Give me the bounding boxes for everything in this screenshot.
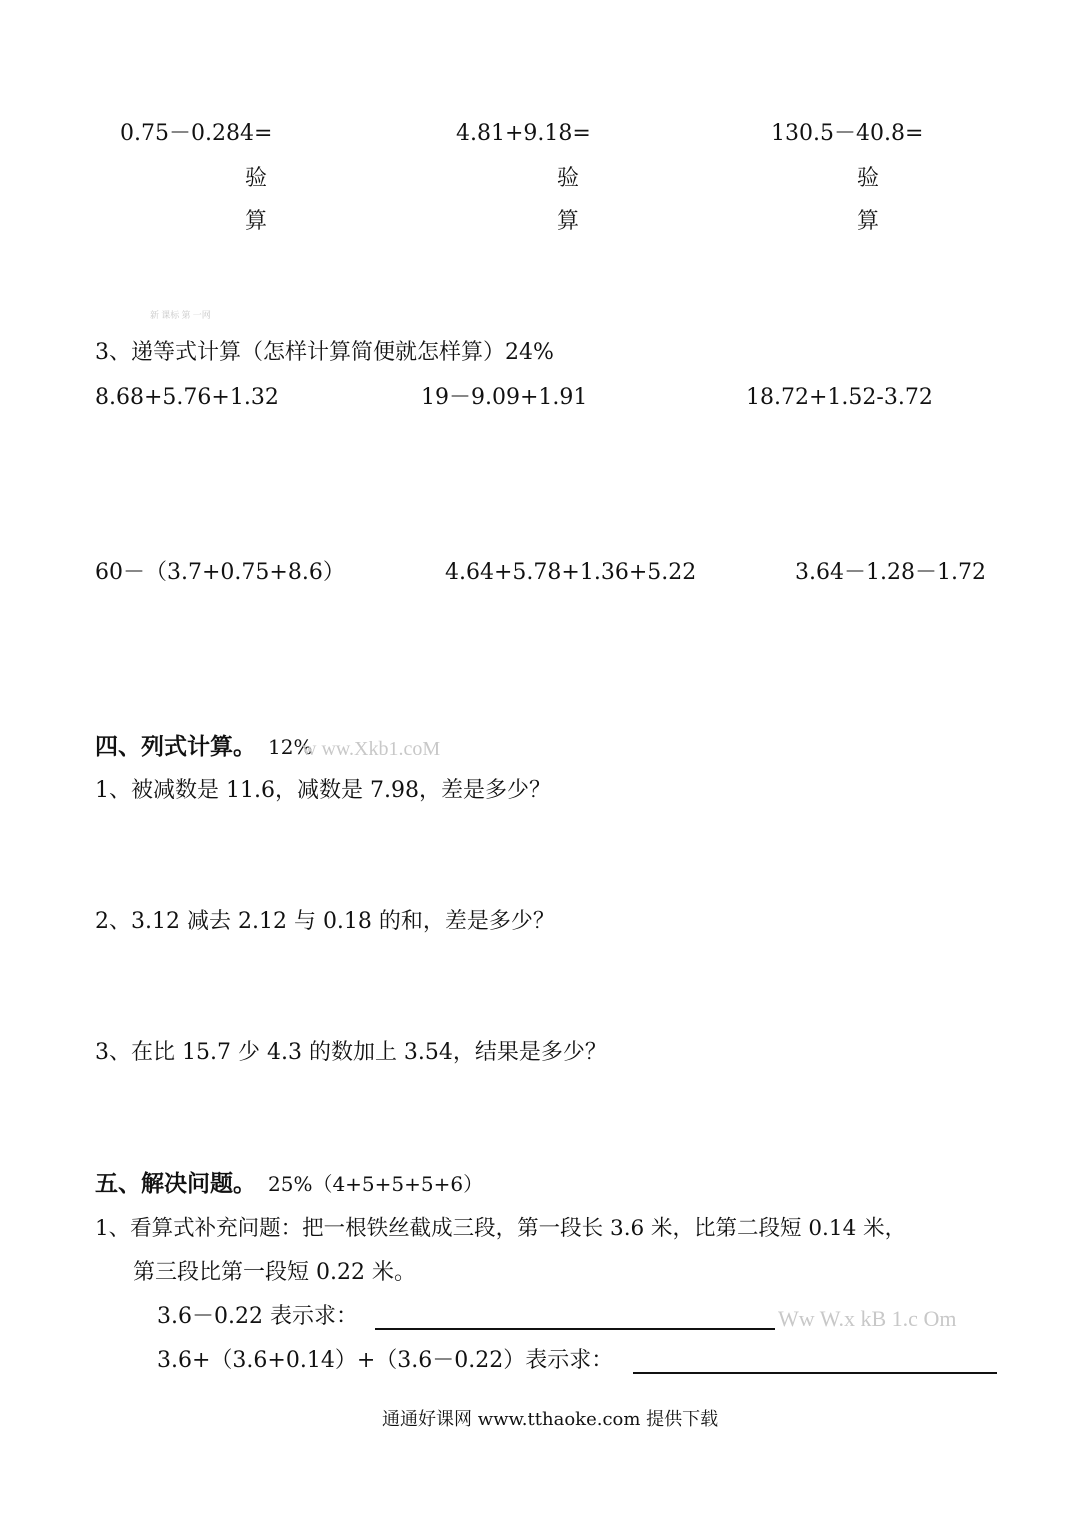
- section5-question-1-line1: 1、看算式补充问题：把一根铁丝截成三段，第一段长 3.6 米，比第二段短 0.14 米，: [95, 1216, 907, 1241]
- section5-question-1-line2: 第三段比第一段短 0.22 米。: [133, 1260, 416, 1285]
- section5-percent: 25%（4+5+5+5+6）: [268, 1172, 484, 1196]
- check-label-2b: 算: [557, 209, 580, 234]
- watermark-small: 新 课标 第 一网: [150, 310, 211, 320]
- step-calc-3: 18.72+1.52-3.72: [746, 385, 933, 410]
- section4-question-2: 2、3.12 减去 2.12 与 0.18 的和，差是多少？: [95, 909, 555, 934]
- section4-title: 四、列式计算。: [95, 734, 256, 760]
- check-label-1b: 算: [245, 209, 268, 234]
- section3-heading: 3、递等式计算（怎样计算简便就怎样算）24%: [95, 340, 554, 365]
- section4-question-1: 1、被减数是 11.6，减数是 7.98，差是多少？: [95, 778, 551, 803]
- check-label-1a: 验: [245, 166, 268, 191]
- step-calc-4: 60－（3.7+0.75+8.6）: [95, 560, 345, 585]
- footer-credit: 通通好课网 www.tthaoke.com 提供下载: [382, 1409, 719, 1430]
- check-label-3b: 算: [857, 209, 880, 234]
- section4-question-3: 3、在比 15.7 少 4.3 的数加上 3.54，结果是多少？: [95, 1040, 607, 1065]
- calc-expr-3: 130.5－40.8=: [771, 121, 924, 146]
- expression-1: 3.6－0.22 表示求：: [157, 1304, 358, 1329]
- step-calc-2: 19－9.09+1.91: [421, 385, 588, 410]
- answer-line-1[interactable]: [375, 1328, 775, 1330]
- watermark-xkb1: w ww.Xkb1.coM: [302, 738, 441, 760]
- step-calc-5: 4.64+5.78+1.36+5.22: [445, 560, 697, 585]
- step-calc-1: 8.68+5.76+1.32: [95, 385, 279, 410]
- section4-percent: 12%: [268, 735, 313, 759]
- step-calc-6: 3.64－1.28－1.72: [795, 560, 986, 585]
- section5-title: 五、解决问题。: [95, 1171, 256, 1197]
- calc-expr-2: 4.81+9.18=: [456, 121, 591, 146]
- calc-expr-1: 0.75－0.284=: [120, 121, 273, 146]
- watermark-xkb1-2: Ww W.x kB 1.c Om: [778, 1306, 957, 1331]
- check-label-3a: 验: [857, 166, 880, 191]
- answer-line-2[interactable]: [633, 1372, 997, 1374]
- expression-2: 3.6+（3.6+0.14）+（3.6－0.22）表示求：: [157, 1348, 614, 1373]
- check-label-2a: 验: [557, 166, 580, 191]
